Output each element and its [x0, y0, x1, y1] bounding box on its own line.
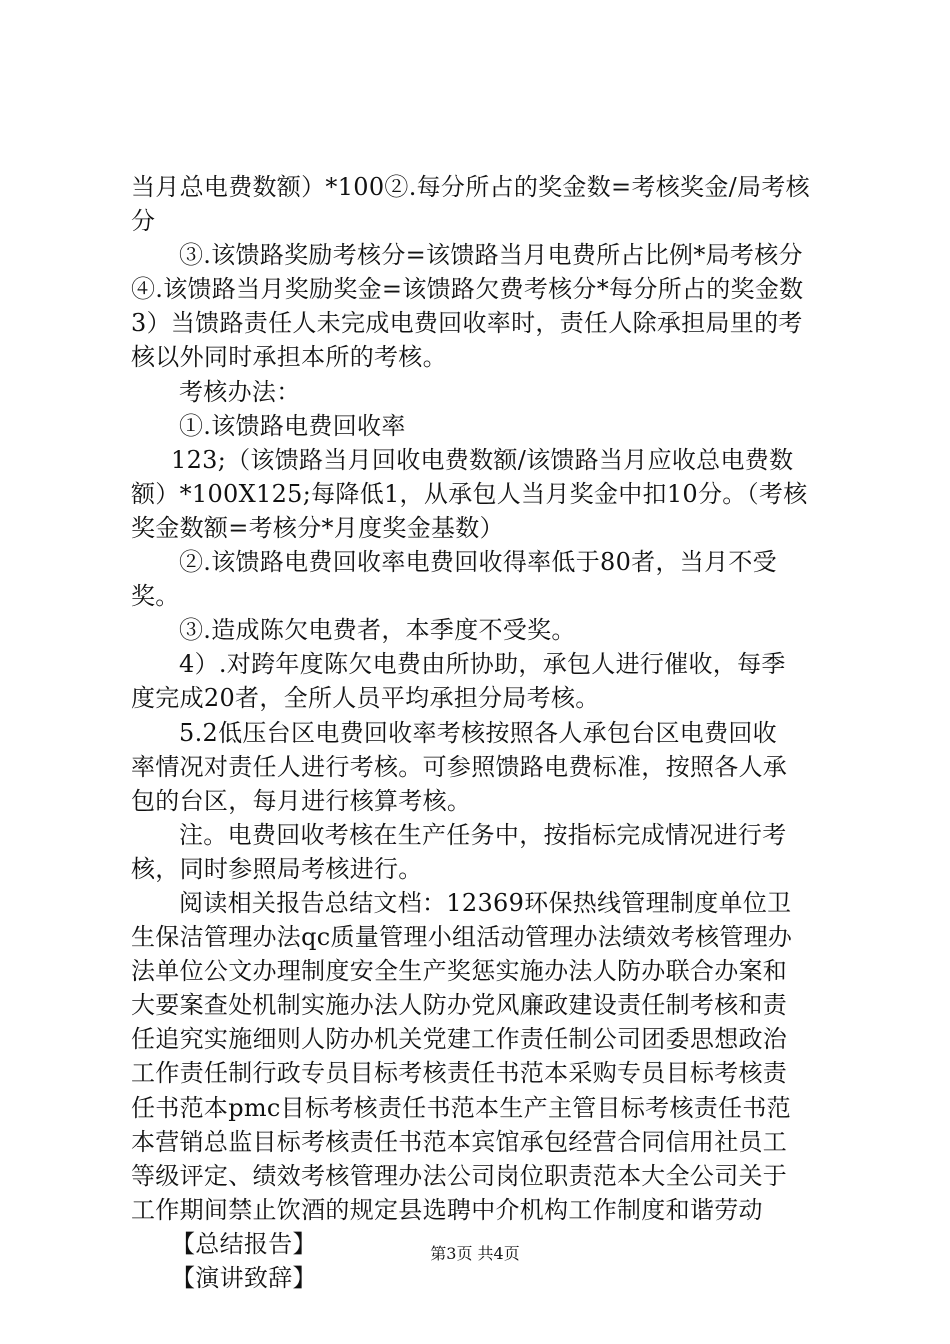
- body-line: 核，同时参照局考核进行。: [131, 854, 423, 883]
- body-line: 率情况对责任人进行考核。可参照馈路电费标准，按照各人承: [131, 752, 788, 781]
- body-line: 4）.对跨年度陈欠电费由所协助，承包人进行催收，每季: [179, 650, 786, 679]
- body-line: 奖金数额=考核分*月度奖金基数）: [131, 513, 504, 542]
- body-line: 工作期间禁止饮酒的规定县选聘中介机构工作制度和谐劳动: [131, 1195, 763, 1224]
- body-line: 大要案查处机制实施办法人防办党风廉政建设责任制考核和责: [131, 991, 788, 1020]
- body-line: 等级评定、绩效考核管理办法公司岗位职责范本大全公司关于: [131, 1161, 788, 1190]
- page-footer: 第3页 共4页: [430, 1244, 520, 1263]
- body-line: ③.造成陈欠电费者，本季度不受奖。: [179, 616, 576, 645]
- body-line: 阅读相关报告总结文档：12369环保热线管理制度单位卫: [179, 888, 792, 917]
- document-body: [131, 170, 831, 1295]
- body-line: 当月总电费数额）*100②.每分所占的奖金数=考核奖金/局考核: [131, 173, 810, 201]
- body-line: 注。电费回收考核在生产任务中，按指标完成情况进行考: [179, 820, 787, 849]
- body-line: 【总结报告】: [171, 1229, 317, 1258]
- body-line: 123;（该馈路当月回收电费数额/该馈路当月应收总电费数: [171, 445, 794, 474]
- body-line: ③.该馈路奖励考核分=该馈路当月电费所占比例*局考核分: [179, 241, 803, 270]
- body-line: 【演讲致辞】: [171, 1264, 317, 1292]
- body-line: 核以外同时承担本所的考核。: [131, 343, 447, 372]
- body-line: 本营销总监目标考核责任书范本宾馆承包经营合同信用社员工: [131, 1127, 788, 1156]
- body-line: ④.该馈路当月奖励奖金=该馈路欠费考核分*每分所占的奖金数: [131, 275, 804, 304]
- body-line: 任追究实施细则人防办机关党建工作责任制公司团委思想政治: [131, 1025, 788, 1054]
- body-line: 度完成20者，全所人员平均承担分局考核。: [131, 684, 600, 713]
- body-line: 包的台区，每月进行核算考核。: [131, 786, 472, 815]
- body-line: 奖。: [131, 582, 180, 611]
- body-line: 考核办法：: [179, 377, 301, 406]
- body-line: 分: [131, 207, 156, 236]
- body-line: ②.该馈路电费回收率电费回收得率低于80者，当月不受: [179, 548, 777, 577]
- body-line: 5.2低压台区电费回收率考核按照各人承包台区电费回收: [179, 718, 777, 747]
- body-line: 工作责任制行政专员目标考核责任书范本采购专员目标考核责: [131, 1059, 788, 1088]
- body-line: 任书范本pmc目标考核责任书范本生产主管目标考核责任书范: [131, 1093, 791, 1122]
- body-line: 法单位公文办理制度安全生产奖惩实施办法人防办联合办案和: [131, 957, 788, 986]
- body-line: 生保洁管理办法qc质量管理小组活动管理办法绩效考核管理办: [131, 923, 793, 952]
- body-line: 额）*100X125;每降低1，从承包人当月奖金中扣10分。（考核: [131, 479, 808, 508]
- body-line: ①.该馈路电费回收率: [179, 411, 406, 440]
- body-line: 3）当馈路责任人未完成电费回收率时，责任人除承担局里的考: [131, 309, 803, 338]
